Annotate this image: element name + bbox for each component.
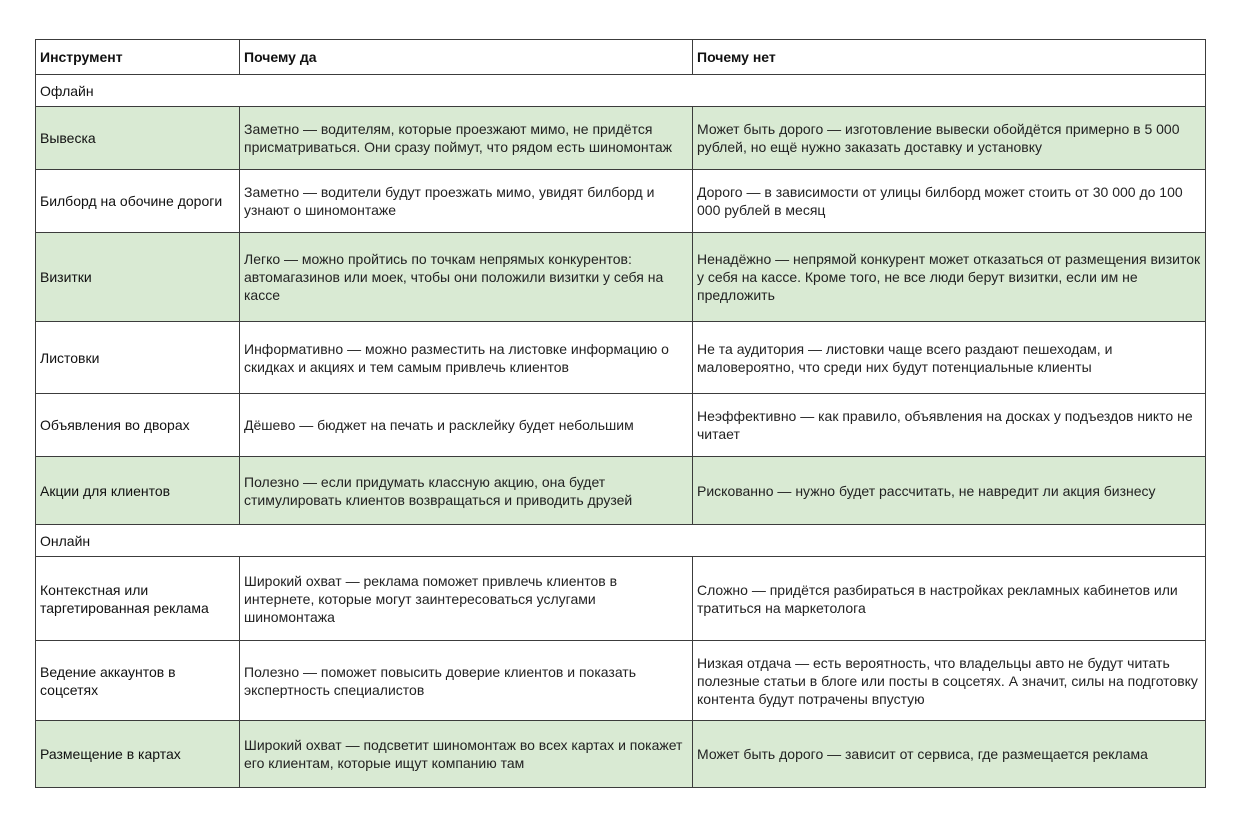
section-row: [36, 75, 1206, 107]
section-row: [36, 525, 1206, 557]
table-body: [36, 75, 1206, 788]
tool-cell: Размещение в картах: [36, 721, 240, 788]
why-no-cell: Сложно — придётся разбираться в настройках рекламных кабинетов или тратиться на маркетолога: [693, 557, 1206, 641]
why-yes-cell: Информативно — можно разместить на листовке информацию о скидках и акциях и тем самым привлечь клиентов: [240, 322, 693, 394]
section-title: Офлайн: [36, 75, 1206, 107]
table-row: [36, 107, 1206, 170]
table-row: [36, 233, 1206, 322]
why-no-cell: Может быть дорого — зависит от сервиса, где размещается реклама: [693, 721, 1206, 788]
why-yes-cell: Широкий охват — подсветит шиномонтаж во всех картах и покажет его клиентам, которые ищут компанию там: [240, 721, 693, 788]
why-no-cell: Дорого — в зависимости от улицы билборд может стоить от 30 000 до 100 000 рублей в месяц: [693, 170, 1206, 233]
why-no-cell: Не та аудитория — листовки чаще всего раздают пешеходам, и маловероятно, что среди них будут потенциальные клиенты: [693, 322, 1206, 394]
tool-cell: Визитки: [36, 233, 240, 322]
header-row: [36, 40, 1206, 75]
table-row: [36, 721, 1206, 788]
tool-cell: Контекстная или таргетированная реклама: [36, 557, 240, 641]
table-row: [36, 394, 1206, 457]
tool-cell: Билборд на обочине дороги: [36, 170, 240, 233]
why-yes-cell: Полезно — если придумать классную акцию, она будет стимулировать клиентов возвращаться и приводить друзей: [240, 457, 693, 525]
tool-cell: Вывеска: [36, 107, 240, 170]
tool-cell: Акции для клиентов: [36, 457, 240, 525]
table-row: [36, 641, 1206, 721]
header-tool: Инструмент: [36, 40, 240, 75]
why-no-cell: Низкая отдача — есть вероятность, что владельцы авто не будут читать полезные статьи в блоге или посты в соцсетях. А значит, силы на подготовку контента будут потрачены впустую: [693, 641, 1206, 721]
why-yes-cell: Заметно — водителям, которые проезжают мимо, не придётся присматриваться. Они сразу поймут, что рядом есть шиномонтаж: [240, 107, 693, 170]
why-yes-cell: Дёшево — бюджет на печать и расклейку будет небольшим: [240, 394, 693, 457]
header-why-yes: Почему да: [240, 40, 693, 75]
why-no-cell: Может быть дорого — изготовление вывески обойдётся примерно в 5 000 рублей, но ещё нужно заказать доставку и установку: [693, 107, 1206, 170]
tools-comparison-table: [35, 39, 1206, 788]
table-row: [36, 170, 1206, 233]
tool-cell: Ведение аккаунтов в соцсетях: [36, 641, 240, 721]
why-yes-cell: Легко — можно пройтись по точкам непрямых конкурентов: автомагазинов или моек, чтобы они положили визитки у себя на кассе: [240, 233, 693, 322]
why-yes-cell: Заметно — водители будут проезжать мимо, увидят билборд и узнают о шиномонтаже: [240, 170, 693, 233]
why-no-cell: Ненадёжно — непрямой конкурент может отказаться от размещения визиток у себя на кассе. Кроме того, не все люди берут визитки, если им не предложить: [693, 233, 1206, 322]
table-row: [36, 557, 1206, 641]
why-yes-cell: Полезно — поможет повысить доверие клиентов и показать экспертность специалистов: [240, 641, 693, 721]
why-yes-cell: Широкий охват — реклама поможет привлечь клиентов в интернете, которые могут заинтересоваться услугами шиномонтажа: [240, 557, 693, 641]
tool-cell: Объявления во дворах: [36, 394, 240, 457]
table-row: [36, 457, 1206, 525]
section-title: Онлайн: [36, 525, 1206, 557]
tool-cell: Листовки: [36, 322, 240, 394]
table-row: [36, 322, 1206, 394]
why-no-cell: Рискованно — нужно будет рассчитать, не навредит ли акция бизнесу: [693, 457, 1206, 525]
header-why-no: Почему нет: [693, 40, 1206, 75]
why-no-cell: Неэффективно — как правило, объявления на досках у подъездов никто не читает: [693, 394, 1206, 457]
